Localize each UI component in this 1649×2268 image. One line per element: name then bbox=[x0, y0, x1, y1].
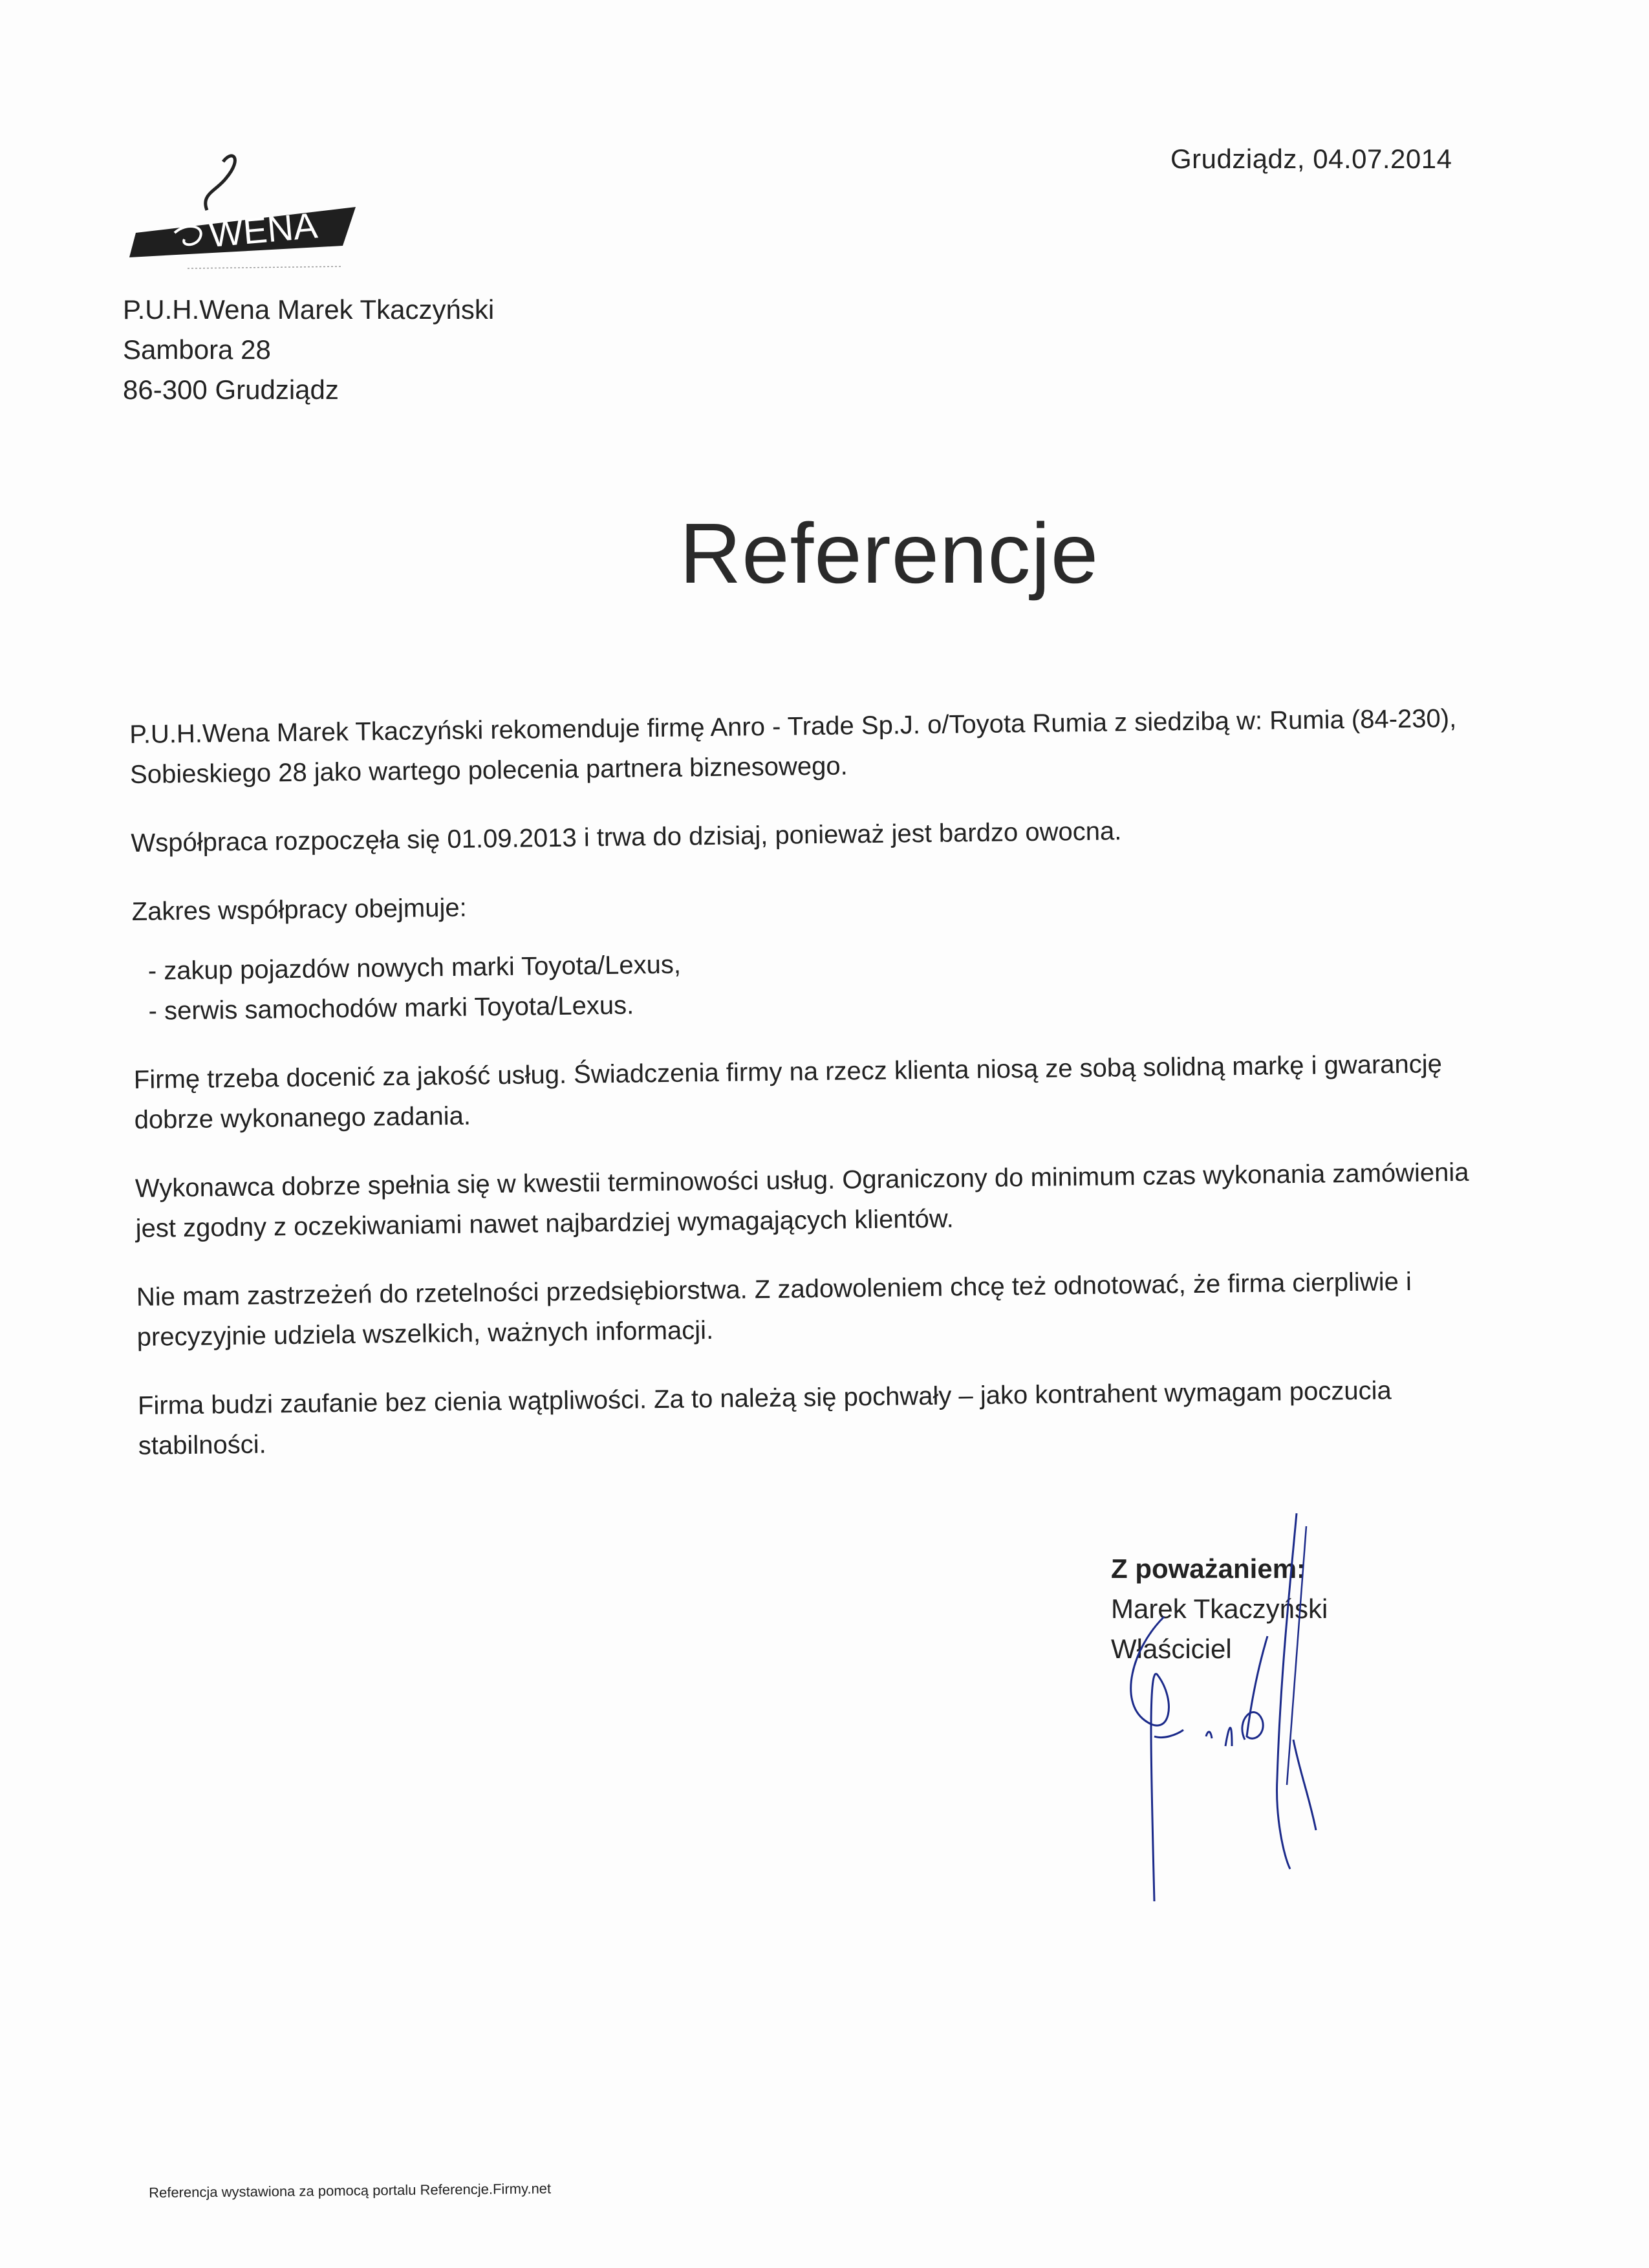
signatory-role: Właściciel bbox=[1111, 1634, 1232, 1664]
paragraph-reliability: Nie mam zastrzeżeń do rzetelności przedsiębiorstwa. Z zadowoleniem chcę też odnotować, że firma cierpliwie i precyzyjnie udziela wszelkich, ważnych informacji. bbox=[136, 1267, 1412, 1352]
sender-address bbox=[123, 290, 494, 410]
wena-logo bbox=[129, 149, 369, 278]
document-title: Referencje bbox=[679, 506, 1099, 601]
scope-item: - zakup pojazdów nowych marki Toyota/Lexus, bbox=[147, 950, 682, 986]
sender-street: Sambora 28 bbox=[123, 334, 271, 365]
paragraph-recommendation: P.U.H.Wena Marek Tkaczyński rekomenduje firmę Anro - Trade Sp.J. o/Toyota Rumia z siedzibą w: Rumia (84-230), Sobieskiego 28 jako wartego polecenia partnera biznesowego. bbox=[129, 704, 1457, 789]
logo-text: WENA bbox=[207, 204, 319, 255]
footer-note: Referencja wystawiona za pomocą portalu Referencje.Firmy.net bbox=[149, 2180, 552, 2201]
closing-greeting: Z poważaniem: bbox=[1111, 1553, 1306, 1584]
paragraph-trust: Firma budzi zaufanie bez cienia wątpliwości. Za to należą się pochwały – jako kontrahent wymagam poczucia stabilności. bbox=[137, 1376, 1392, 1460]
scope-list bbox=[147, 935, 1478, 1031]
paragraph-quality: Firmę trzeba docenić za jakość usług. Świadczenia firmy na rzecz klienta niosą ze sobą solidną markę i gwarancję dobrze wykonanego zadania. bbox=[133, 1050, 1443, 1134]
signatory-name: Marek Tkaczyński bbox=[1111, 1593, 1328, 1624]
paragraph-scope-intro: Zakres współpracy obejmuje: bbox=[131, 893, 467, 926]
letter-body bbox=[129, 698, 1484, 1495]
paragraph-cooperation-start: Współpraca rozpoczęła się 01.09.2013 i trwa do dzisiaj, ponieważ jest bardzo owocna. bbox=[131, 817, 1122, 858]
sender-company: P.U.H.Wena Marek Tkaczyński bbox=[123, 294, 495, 325]
handwritten-signature bbox=[1093, 1507, 1364, 1927]
logo-swirl bbox=[206, 156, 235, 210]
logo-underline bbox=[188, 266, 343, 268]
scope-item: - serwis samochodów marki Toyota/Lexus. bbox=[148, 991, 634, 1026]
paragraph-timeliness: Wykonawca dobrze spełnia się w kwestii terminowości usług. Ograniczony do minimum czas wykonania zamówienia jest zgodny z oczekiwaniami nawet najbardziej wymagających klientów. bbox=[135, 1158, 1469, 1243]
sender-city: 86-300 Grudziądz bbox=[123, 374, 339, 405]
letter-date: Grudziądz, 04.07.2014 bbox=[1170, 144, 1452, 174]
